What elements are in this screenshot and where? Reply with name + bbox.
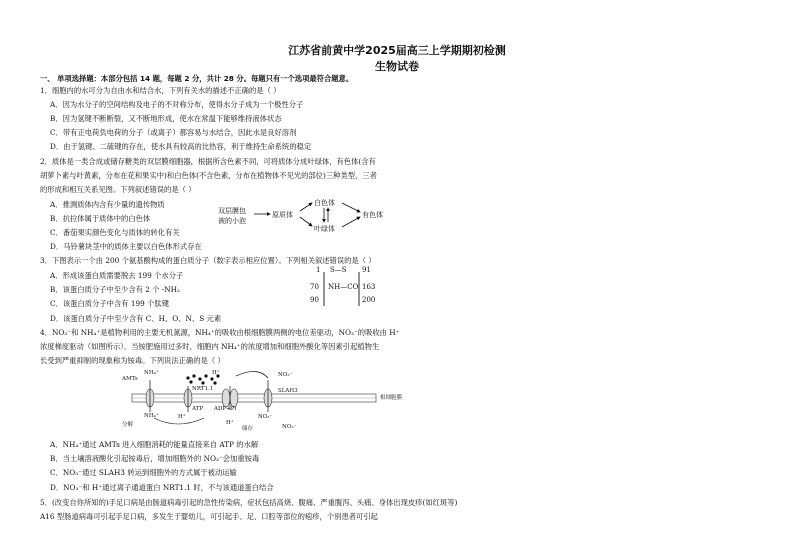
root-membrane-diagram xyxy=(118,368,408,434)
q2-option-d: D．马铃薯块茎中的质体主要以白色体形式存在 xyxy=(50,242,202,251)
decompose-label: 分解 xyxy=(122,422,134,428)
q1-option-c: C．带有正电荷负电荷的分子（或离子）都容易与水结合，因此水是良好溶剂 xyxy=(50,128,297,137)
h-top-label: H⁺ xyxy=(212,370,220,376)
nh4-top-label: NH₄⁺ xyxy=(144,370,159,376)
chromoplast-label: 有色体 xyxy=(362,211,383,219)
q3-option-a: A．形成该蛋白质需要脱去 199 个水分子 xyxy=(50,271,184,280)
q1-option-a: A．因为水分子的空间结构及电子的不对称分布，使得水分子成为一个极性分子 xyxy=(50,100,304,109)
q3-option-d: D．该蛋白质分子中至少含有 C、H、O、N、S 元素 xyxy=(50,314,222,323)
q1-option-b: B．因为氢键不断断裂，又不断地形成，使水在常温下能够维持液体状态 xyxy=(50,114,282,123)
section-heading: 一、 单项选择题：本部分包括 14 题，每题 2 分，共计 28 分。每题只有一个选项最符合题意。 xyxy=(40,74,354,83)
q4-option-b: B．当土壤溶液酸化引起铵毒后，增加细胞外的 NO₃⁻会加重铵毒 xyxy=(50,454,260,463)
q3-option-b: B．该蛋白质分子中至少含有 2 个 -NH₂ xyxy=(50,285,180,294)
vesicle-label-line1: 双层膜包 xyxy=(218,207,246,215)
q2-stem-line3: 的形成和相互关系见图。下列叙述错误的是（ ） xyxy=(40,185,196,194)
q2-option-a: A．推测质体内含有少量的遗传物质 xyxy=(50,200,165,209)
membrane-figure xyxy=(118,368,408,434)
storage-label: 储存 xyxy=(242,426,254,432)
position-70: 70 xyxy=(310,283,319,291)
no3-top-label: NO₃⁻ xyxy=(278,372,293,378)
position-90: 90 xyxy=(310,296,319,304)
adp-label: ADP+Pi xyxy=(214,406,237,412)
q2-option-b: B．抗拉体属于质体中的白色体 xyxy=(50,214,151,223)
disulfide-bond: S—S xyxy=(330,266,347,274)
q4-stem-line2: 浓度梯度驱动（如图所示）。当铵肥施用过多时，细胞内 NH₄⁺的浓度增加和细胞外酸化等因素引起植物生 xyxy=(40,342,380,351)
exam-title: 江苏省前黄中学2025届高三上学期期初检测 xyxy=(288,44,506,57)
q2-stem-line2: 胡萝卜素与叶黄素，分布在花和果实中)和白色体(不含色素，分布在植物体不见光的部位)三种类型，三者 xyxy=(40,171,377,180)
nrt-label: NRT1.1 xyxy=(192,386,214,392)
q1-option-d: D．由于氢键、二硫键的存在，使水具有较高的比热容，利于维持生命系统的稳定 xyxy=(50,142,312,151)
membrane-label: 根细胞膜 xyxy=(380,395,403,401)
no3-bottom-label-2: NO₃⁻ xyxy=(282,424,297,430)
position-1: 1 xyxy=(316,266,321,274)
peptide-link: NH—CO xyxy=(328,283,359,291)
position-91: 91 xyxy=(362,266,371,274)
vesicle-label-line2: 被的小泡 xyxy=(218,217,246,225)
q4-stem-line1: 4．NO₃⁻和 NH₄⁺是植物利用的主要无机氮源，NH₄⁺的吸收由根细胞膜两侧的电位差驱动，NO₃⁻的吸收由 H⁺ xyxy=(40,328,400,337)
protein-chains xyxy=(306,266,386,310)
amts-label: AMTs xyxy=(122,376,138,382)
q5-stem-line1: 5．(改变自你所知的)手足口病是由肠道病毒引起的急性传染病，症状包括高烧、腹痛、严重腹泻、头痛、身体出现皮疹(如红斑等) xyxy=(40,498,458,507)
leucoplast-label: 白色体 xyxy=(314,199,335,207)
h-mid-label: H⁺ xyxy=(178,414,186,420)
chloroplast-label: 叶绿体 xyxy=(314,225,335,233)
position-163: 163 xyxy=(362,283,376,291)
plastid-diagram xyxy=(210,196,400,240)
q2-stem-line1: 2．质体是一类合成或储存糖类的双层膜细胞器，根据所含色素不同，可将质体分成叶绿体，有色体(含有 xyxy=(40,157,376,166)
q3-option-c: C．该蛋白质分子中含有 199 个肽键 xyxy=(50,299,170,308)
nh4-bottom-label: NH₄⁺ xyxy=(144,413,159,419)
position-200: 200 xyxy=(362,296,376,304)
no3-bottom-label: NO₃⁻ xyxy=(258,414,273,420)
exam-subtitle: 生物试卷 xyxy=(375,60,419,73)
slah3-label: SLAH3 xyxy=(278,388,298,394)
h-bottom-label: H⁺ xyxy=(226,420,234,426)
plastid-arrows xyxy=(210,196,400,240)
q5-stem-line2: A16 型肠道病毒可引起手足口病，多发生于婴幼儿，可引起手、足、口腔等部位的疱疹，个别患者可引起 xyxy=(40,512,378,521)
q4-option-c: C．NO₃⁻通过 SLAH3 转运到细胞外的方式属于被动运输 xyxy=(50,468,237,477)
q1-stem: 1．细胞内的水可分为自由水和结合水，下列有关水的描述不正确的是（ ） xyxy=(40,86,281,95)
q4-option-d: D．NO₃⁻和 H⁺通过离子通道蛋白 NRT1.1 时，不与该通道蛋白结合 xyxy=(50,483,274,492)
q4-option-a: A．NH₄⁺通过 AMTs 进入细胞消耗的能量直接来自 ATP 的水解 xyxy=(50,440,259,449)
protein-diagram xyxy=(306,266,386,310)
q2-option-c: C．番茄果实颜色变化与质体的转化有关 xyxy=(50,228,180,237)
atp-label: ATP xyxy=(192,406,204,412)
q3-stem: 3．下图表示一个由 200 个氨基酸构成的蛋白质分子（数字表示相应位置）。下列相关叙述错误的是（ ） xyxy=(40,256,376,265)
proplastid-label: 原质体 xyxy=(272,211,293,219)
q4-stem-line3: 长受到严重抑制的现象称为铵毒。下列说法正确的是（ ） xyxy=(40,356,225,365)
